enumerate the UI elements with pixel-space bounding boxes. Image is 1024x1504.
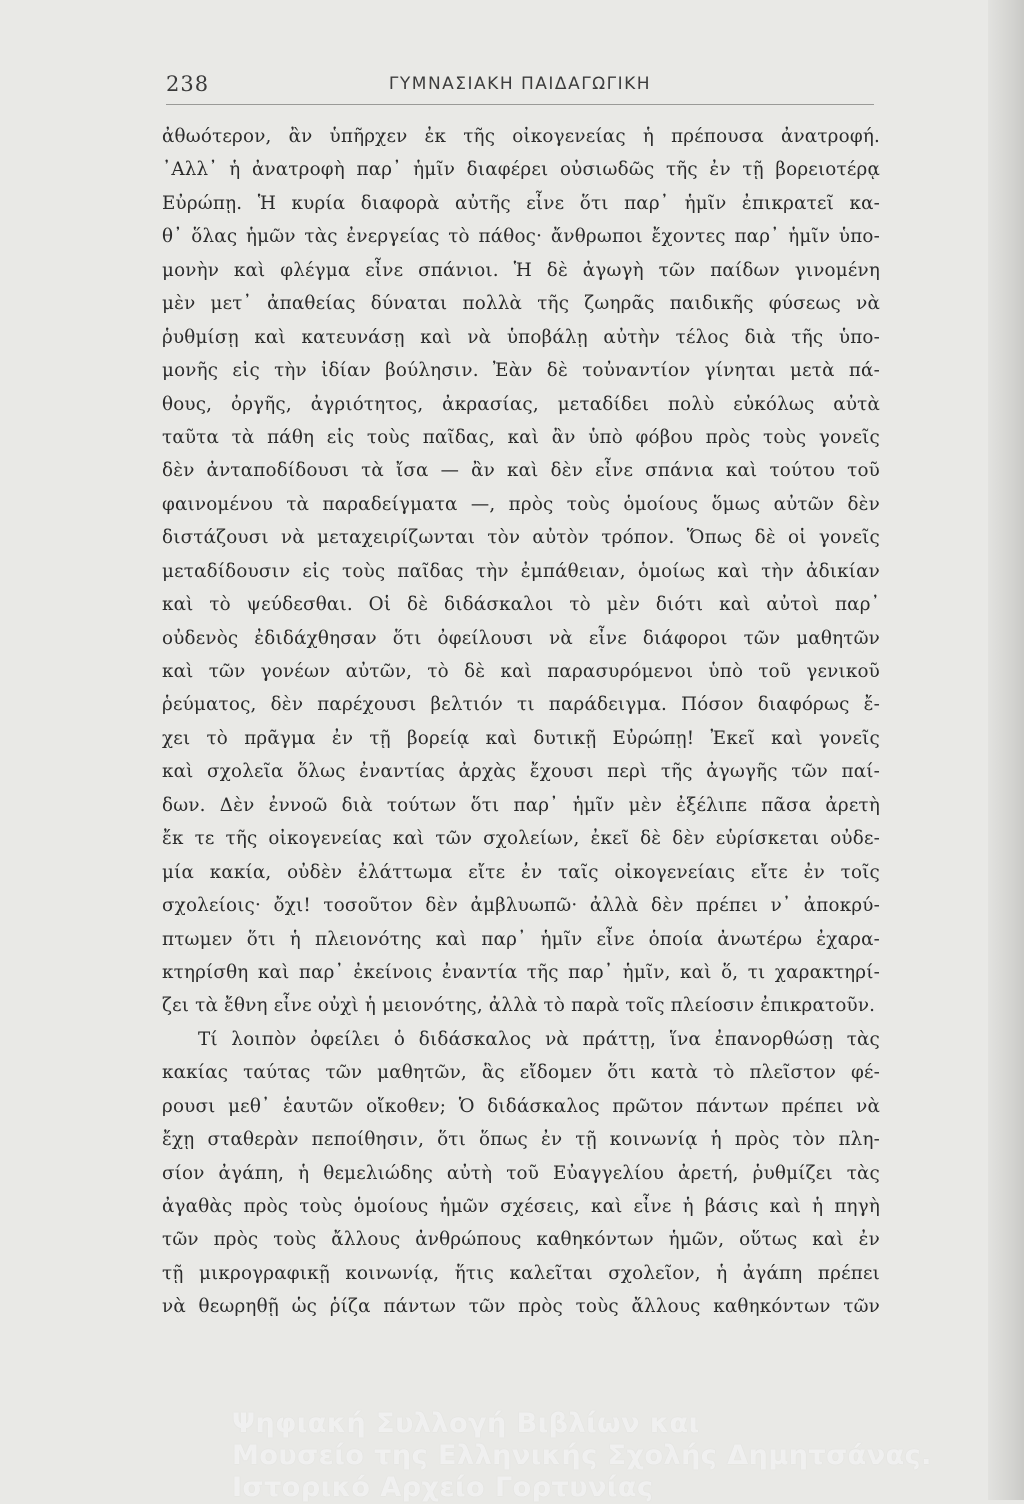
text-line: θους, ὀργῆς, ἀγριότητος, ἀκρασίας, μεταδίδει πολὺ εὐκόλως αὐτὰ <box>162 393 880 415</box>
text-line-paragraph-start: Τί λοιπὸν ὀφείλει ὁ διδάσκαλος νὰ πράττῃ, ἵνα ἐπανορθώσῃ τὰς <box>198 1028 880 1050</box>
text-line: ῥεύματος, δὲν παρέχουσι βελτιόν τι παράδειγμα. Πόσον διαφόρως ἔ- <box>162 694 880 716</box>
running-head: ΓΥΜΝΑΣΙΑΚΗ ΠΑΙΔΑΓΩΓΙΚΗ <box>388 74 652 94</box>
library-watermark <box>232 1408 992 1504</box>
text-line: πτωμεν ὅτι ἡ πλειονότης καὶ παρ᾿ ἡμῖν εἶνε ὁποία ἀνωτέρω ἐχαρα- <box>162 928 880 950</box>
text-line: σχολείοις· ὄχι! τοσοῦτον δὲν ἀμβλυωπῶ· ἀλλὰ δὲν πρέπει ν᾿ ἀποκρύ- <box>162 895 880 917</box>
watermark-line: Ψηφιακή Συλλογή Βιβλίων και <box>232 1408 700 1439</box>
text-line: νὰ θεωρηθῇ ὡς ῥίζα πάντων τῶν πρὸς τοὺς ἄλλους καθηκόντων τῶν <box>162 1296 880 1318</box>
page-number: 238 <box>166 72 210 96</box>
text-line: ταῦτα τὰ πάθη εἰς τοὺς παῖδας, καὶ ἂν ὑπὸ φόβου πρὸς τοὺς γονεῖς <box>162 426 880 448</box>
text-line: δων. Δὲν ἐννοῶ διὰ τούτων ὅτι παρ᾿ ἡμῖν μὲν ἐξέλιπε πᾶσα ἀρετὴ <box>162 794 880 816</box>
text-line: οὐδενὸς ἐδιδάχθησαν ὅτι ὀφείλουσι νὰ εἶνε διάφοροι τῶν μαθητῶν <box>162 627 880 649</box>
text-line: δὲν ἀνταποδίδουσι τὰ ἴσα — ἂν καὶ δὲν εἶνε σπάνια καὶ τούτου τοῦ <box>162 460 880 482</box>
body-text <box>162 120 880 1324</box>
watermark-line: Ιστορικό Αρχείο Γορτυνίας <box>232 1472 654 1503</box>
text-line-paragraph-end: ζει τὰ ἔθνη εἶνε οὐχὶ ἡ μειονότης, ἀλλὰ τὸ παρὰ τοῖς πλείοσιν ἐπικρατοῦν. <box>162 995 876 1017</box>
text-line: διστάζουσι νὰ μεταχειρίζωνται τὸν αὐτὸν τρόπον. Ὅπως δὲ οἱ γονεῖς <box>162 527 880 549</box>
text-line: ᾿Αλλ᾿ ἡ ἀνατροφὴ παρ᾿ ἡμῖν διαφέρει οὐσιωδῶς τῆς ἐν τῇ βορειοτέρᾳ <box>162 159 880 181</box>
text-line: μὲν μετ᾿ ἀπαθείας δύναται πολλὰ τῆς ζωηρᾶς παιδικῆς φύσεως νὰ <box>162 293 880 315</box>
text-line: σίον ἀγάπη, ἡ θεμελιώδης αὐτὴ τοῦ Εὐαγγελίου ἀρετή, ῥυθμίζει τὰς <box>162 1162 880 1184</box>
text-line: θ᾿ ὅλας ἡμῶν τὰς ἐνεργείας τὸ πάθος· ἄνθρωποι ἔχοντες παρ᾿ ἡμῖν ὑπο- <box>162 226 880 248</box>
page-edge-shadow <box>988 0 1024 1500</box>
watermark-line: Μουσείο της Ελληνικής Σχολής Δημητσάνας. <box>232 1440 932 1471</box>
text-line: μία κακία, οὐδὲν ἐλάττωμα εἴτε ἐν ταῖς οἰκογενείαις εἴτε ἐν τοῖς <box>162 861 880 883</box>
page-header <box>166 72 874 105</box>
text-line: μονῆς εἰς τὴν ἰδίαν βούλησιν. Ἐὰν δὲ τοὐναντίον γίνηται μετὰ πά- <box>162 360 880 382</box>
text-line: φαινομένου τὰ παραδείγματα —, πρὸς τοὺς ὁμοίους ὅμως αὐτῶν δὲν <box>162 493 880 515</box>
text-line: ἀθωότερον, ἂν ὑπῆρχεν ἐκ τῆς οἰκογενείας ἡ πρέπουσα ἀνατροφή. <box>162 126 880 147</box>
text-line: καὶ τὸ ψεύδεσθαι. Οἱ δὲ διδάσκαλοι τὸ μὲν διότι καὶ αὐτοὶ παρ᾿ <box>162 594 880 616</box>
text-line: κτηρίσθη καὶ παρ᾿ ἐκείνοις ἐναντία τῆς παρ᾿ ἡμῖν, καὶ ὅ, τι χαρακτηρί- <box>162 961 880 983</box>
text-line: μεταδίδουσιν εἰς τοὺς παῖδας τὴν ἐμπάθειαν, ὁμοίως καὶ τὴν ἀδικίαν <box>162 560 880 582</box>
text-line: ἀγαθὰς πρὸς τοὺς ὁμοίους ἡμῶν σχέσεις, καὶ εἶνε ἡ βάσις καὶ ἡ πηγὴ <box>162 1196 880 1217</box>
text-line: καὶ τῶν γονέων αὐτῶν, τὸ δὲ καὶ παρασυρόμενοι ὑπὸ τοῦ γενικοῦ <box>162 661 880 682</box>
text-line: κακίας ταύτας τῶν μαθητῶν, ἃς εἴδομεν ὅτι κατὰ τὸ πλεῖστον φέ- <box>162 1062 880 1084</box>
text-line: ἔκ τε τῆς οἰκογενείας καὶ τῶν σχολείων, ἐκεῖ δὲ δὲν εὑρίσκεται οὐδε- <box>162 828 880 850</box>
text-line: ρουσι μεθ᾿ ἑαυτῶν οἴκοθεν; Ὁ διδάσκαλος πρῶτον πάντων πρέπει νὰ <box>162 1095 880 1117</box>
text-line: μονὴν καὶ φλέγμα εἶνε σπάνιοι. Ἡ δὲ ἀγωγὴ τῶν παίδων γινομένη <box>162 259 880 281</box>
text-line: ἔχῃ σταθερὰν πεποίθησιν, ὅτι ὅπως ἐν τῇ κοινωνίᾳ ἡ πρὸς τὸν πλη- <box>162 1129 880 1151</box>
text-line: χει τὸ πρᾶγμα ἐν τῇ βορείᾳ καὶ δυτικῇ Εὐρώπῃ! Ἐκεῖ καὶ γονεῖς <box>162 727 880 749</box>
text-line: καὶ σχολεῖα ὅλως ἐναντίας ἀρχὰς ἔχουσι περὶ τῆς ἀγωγῆς τῶν παί- <box>162 761 880 783</box>
text-line: ῥυθμίσῃ καὶ κατευνάσῃ καὶ νὰ ὑποβάλῃ αὐτὴν τέλος διὰ τῆς ὑπο- <box>162 326 880 348</box>
text-line: τῶν πρὸς τοὺς ἄλλους ἀνθρώπους καθηκόντων ἡμῶν, οὕτως καὶ ἐν <box>162 1229 880 1251</box>
text-line: τῇ μικρογραφικῇ κοινωνίᾳ, ἥτις καλεῖται σχολεῖον, ἡ ἀγάπη πρέπει <box>162 1262 880 1284</box>
text-line: Εὐρώπῃ. Ἡ κυρία διαφορὰ αὐτῆς εἶνε ὅτι παρ᾿ ἡμῖν ἐπικρατεῖ κα- <box>162 192 880 214</box>
